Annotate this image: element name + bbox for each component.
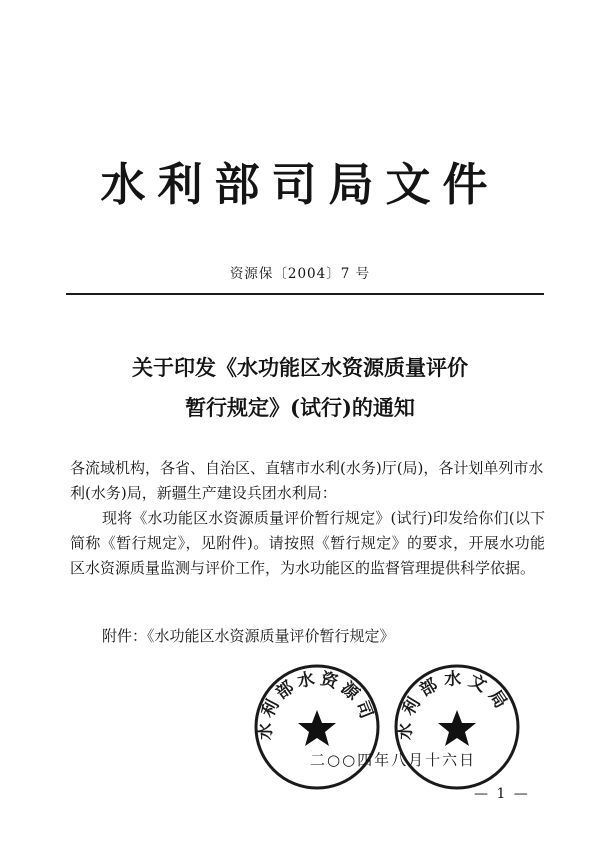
star-icon bbox=[298, 710, 336, 746]
document-number: 资源保〔2004〕7 号 bbox=[229, 266, 371, 282]
attachment-line: 附件：《水功能区水资源质量评价暂行规定》 bbox=[102, 627, 395, 645]
document-title-line-2: 暂行规定》(试行)的通知 bbox=[185, 395, 415, 420]
star-icon bbox=[438, 710, 476, 746]
issue-date: 二○○四年八月十六日 bbox=[310, 751, 477, 769]
document-title bbox=[0, 348, 600, 428]
addressee: 各流域机构，各省、自治区、直辖市水利(水务)厅(局)，各计划单列市水利(水务)局，新疆生产建设兵团水利局： bbox=[70, 459, 544, 502]
letterhead-title: 水利部司局文件 bbox=[100, 158, 500, 211]
document-title-line-1: 关于印发《水功能区水资源质量评价 bbox=[132, 355, 468, 380]
seal-2-text: 水利部水文局 bbox=[395, 669, 514, 741]
body-paragraph: 现将《水功能区水资源质量评价暂行规定》(试行)印发给你们(以下简称《暂行规定》，见附件)。请按照《暂行规定》的要求，开展水功能区水资源质量监测与评价工作，为水功能区的监督管理提供科学依据。 bbox=[70, 509, 545, 577]
header-divider bbox=[66, 293, 544, 295]
page-number: — 1 — bbox=[474, 786, 530, 802]
seal-1-text: 水利部水资源司 bbox=[255, 668, 378, 741]
